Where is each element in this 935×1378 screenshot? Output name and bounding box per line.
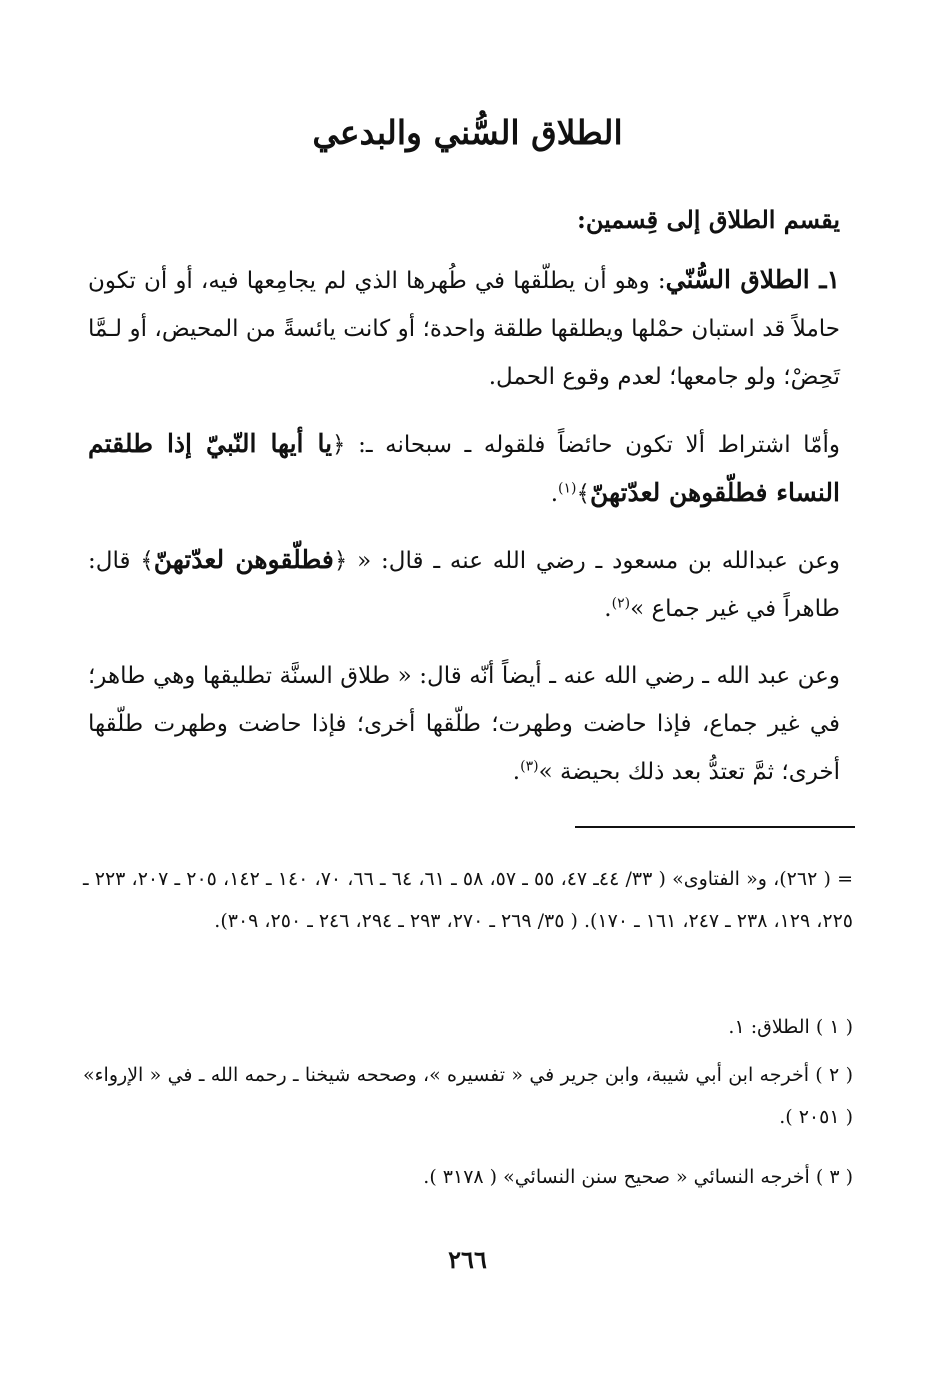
paragraph-lead: ١ـ الطلاق السُّنّي [665, 265, 840, 294]
paragraph-text: : وهو أن يطلّقها في طُهرها الذي لم يجامِعها فيه، أو أن تكون حاملاً قد استبان حمْلها ويطلقها طلقة واحدة؛ أو كانت يائسةً من المحيض، أو لـمَّا تَحِضْ؛ ولو جامعها؛ لعدم وقوع الحمل. [88, 268, 840, 390]
paragraph-end: . [604, 596, 612, 622]
footnote-1: ( ١ ) الطلاق: ١. [728, 1016, 853, 1038]
paragraph-end: . [550, 481, 559, 507]
quran-quote: يا أيها النّبيّ إذا طلقتم النساء فطلّقوهن لعدّتهنّ [88, 429, 840, 507]
paragraph-condition [88, 420, 840, 518]
paragraph-ibn-masud [88, 536, 840, 633]
footnote-continued: = ( ٢٦٢)، و« الفتاوى» ( ٣٣/ ٤٤ـ ٤٧، ٥٥ ـ ٥٧، ٥٨ ـ ٦١، ٦٤ ـ ٦٦، ٧٠، ١٤٠ ـ ١٤٢، ٢٠٥ ـ ٢٠٧، ٢٢٣ ـ ٢٢٥، ١٢٩، ٢٣٨ ـ ٢٤٧، ١٦١ ـ ١٧٠). ( ٣٥/ ٢٦٩ ـ ٢٧٠، ٢٩٣ ـ ٢٩٤، ٢٤٦ ـ ٢٥٠، ٣٠٩). [83, 868, 853, 932]
paragraph-text: وعن عبد الله ـ رضي الله عنه ـ أيضاً أنّه قال: « طلاق السنَّة تطليقها وهي طاهر؛ في غير جماع، فإذا حاضت وطهرت؛ طلّقها أخرى؛ فإذا حاضت وطهرت طلّقها أخرى؛ ثمَّ تعتدُّ بعد ذلك بحيضة » [88, 663, 840, 785]
quran-quote: فطلّقوهن لعدّتهنّ [153, 545, 334, 574]
footnote-ref: (٣) [520, 758, 539, 775]
page-title: الطلاق السُّني والبدعي [312, 113, 623, 152]
footnote-ref: (٢) [611, 595, 631, 612]
paragraph-sunni-divorce [88, 256, 840, 401]
footnote-3: ( ٣ ) أخرجه النسائي « صحيح سنن النسائي» ( ٣١٧٨ ). [423, 1166, 853, 1188]
intro-heading: يقسم الطلاق إلى قِسمين: [577, 205, 840, 234]
paragraph-text-mid: ﴾ قال: طاهراً في غير جماع » [88, 548, 840, 622]
paragraph-text: وأمّا اشتراط ألا تكون حائضاً فلقوله ـ سبحانه ـ: ﴿ [332, 432, 840, 458]
paragraph-end: . [512, 759, 521, 785]
footnote-2: ( ٢ ) أخرجه ابن أبي شيبة، وابن جرير في « تفسيره »، وصححه شيخنا ـ رحمه الله ـ في « الإرواء» ( ٢٠٥١ ). [83, 1064, 854, 1128]
paragraph-text: وعن عبدالله بن مسعود ـ رضي الله عنه ـ قال: « ﴿ [333, 548, 841, 574]
footnote-ref: (١) [558, 480, 577, 497]
paragraph-abdullah [88, 652, 840, 796]
quote-close: ﴾ [576, 481, 590, 507]
footnote-divider [575, 826, 855, 828]
page-number: ٢٦٦ [448, 1245, 487, 1274]
